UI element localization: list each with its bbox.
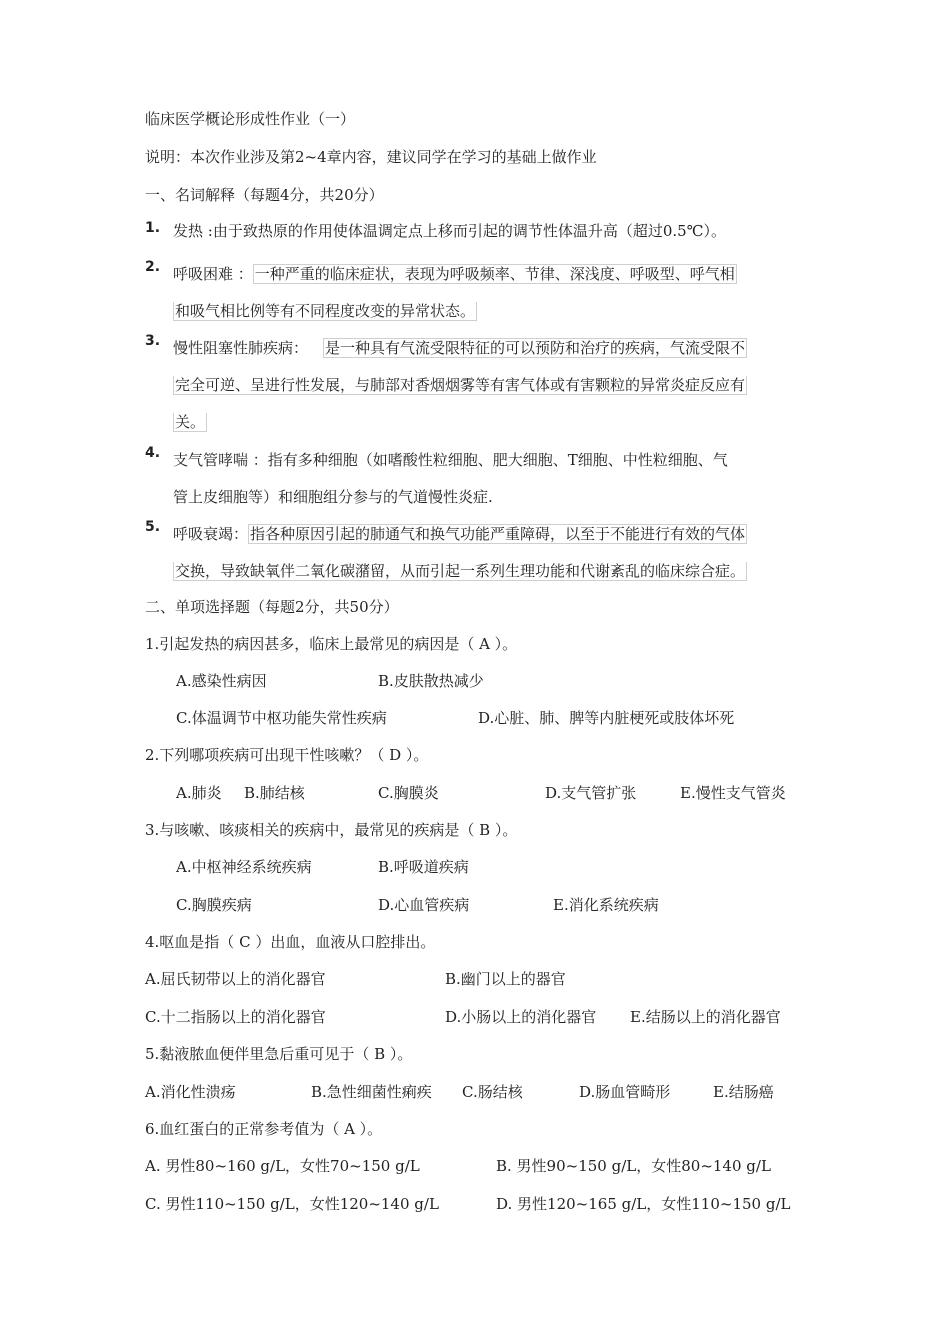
option: B. 男性90~150 g/L，女性80~140 g/L [496, 1157, 771, 1175]
definition-text: 一种严重的临床症状，表现为呼吸频率、节律、深浅度、呼吸型、呼气相 [254, 265, 735, 283]
definition-text: 交换，导致缺氧伴二氧化碳潴留，从而引起一系列生理功能和代谢紊乱的临床综合症。 [175, 562, 746, 580]
page-title: 临床医学概论形成性作业（一） [145, 110, 356, 128]
option: B.急性细菌性痢疾 [311, 1083, 432, 1101]
definition-text: 完全可逆、呈进行性发展，与肺部对香烟烟雾等有害气体或有害颗粒的异常炎症反应有 [175, 376, 746, 394]
option: A.屈氏韧带以上的消化器官 [145, 970, 326, 988]
option: C. 男性110~150 g/L，女性120~140 g/L [145, 1195, 439, 1213]
definition-text: 管上皮细胞等）和细胞组分参与的气道慢性炎症. [173, 488, 493, 506]
option: D.心脏、肺、脾等内脏梗死或肢体坏死 [478, 709, 735, 727]
assignment-note: 说明：本次作业涉及第2~4章内容，建议同学在学习的基础上做作业 [145, 148, 597, 166]
option: C.胸膜疾病 [176, 896, 252, 914]
section-heading-terms: 一、名词解释（每题4分，共20分） [145, 186, 384, 204]
option: C.胸膜炎 [378, 784, 439, 802]
term: 发热 [173, 222, 204, 240]
option: C.肠结核 [462, 1083, 523, 1101]
term: 支气管哮喘 [173, 451, 249, 469]
definition-text: 是一种具有气流受限特征的可以预防和治疗的疾病，气流受限不 [325, 339, 746, 357]
option: A.中枢神经系统疾病 [176, 858, 312, 876]
option: C.体温调节中枢功能失常性疾病 [176, 709, 387, 727]
option: E.慢性支气管炎 [680, 784, 786, 802]
option: B.肺结核 [244, 784, 305, 802]
definition-text: 关。 [175, 413, 206, 431]
option: E.结肠以上的消化器官 [630, 1008, 781, 1026]
option: C.十二指肠以上的消化器官 [145, 1008, 326, 1026]
question-stem: 3.与咳嗽、咳痰相关的疾病中，最常见的疾病是（ B ）。 [145, 821, 518, 839]
question-stem: 6.血红蛋白的正常参考值为（ A ）。 [145, 1120, 383, 1138]
option: A. 男性80~160 g/L，女性70~150 g/L [145, 1157, 420, 1175]
definition-text: 指各种原因引起的肺通气和换气功能严重障碍，以至于不能进行有效的气体 [250, 525, 746, 543]
definition-text: 和吸气相比例等有不同程度改变的异常状态。 [175, 302, 476, 320]
term: 呼吸困难 [173, 265, 234, 283]
question-stem: 4.呕血是指（ C ）出血，血液从口腔排出。 [145, 933, 436, 951]
option: D.支气管扩张 [545, 784, 637, 802]
option: B.呼吸道疾病 [378, 858, 469, 876]
option: A.感染性病因 [176, 672, 267, 690]
option: D.肠血管畸形 [579, 1083, 671, 1101]
term: 呼吸衰竭： [173, 525, 249, 543]
option: A.消化性溃疡 [145, 1083, 236, 1101]
definition-text: 指有多种细胞（如嗜酸性粒细胞、肥大细胞、T细胞、中性粒细胞、气 [267, 451, 728, 469]
term: 慢性阻塞性肺疾病： [173, 339, 309, 357]
option: A.肺炎 [176, 784, 222, 802]
definition-text: 由于致热原的作用使体温调定点上移而引起的调节性体温升高（超过0.5℃）。 [212, 222, 726, 240]
option: B.幽门以上的器官 [445, 970, 566, 988]
document-page: 临床医学概论形成性作业（一） 说明：本次作业涉及第2~4章内容，建议同学在学习的基础上做作业 一、名词解释（每题4分，共20分） 1. 发热 :由于致热原的作用使体温调定点上移而引起的调节性体温升高（超过0.5℃）。 2. 呼吸困难 ： 一种严重的临床症状，表现为呼吸频率、节律、深浅度、呼吸型、呼气相 和吸气相比例等有不同程度改变的异常状态。 3. 慢性阻塞性肺疾病： 是一种具有气流受限特征的可以预防和治疗的疾病，气流受限不 完全可逆、呈进行性发展，与肺部对香烟烟雾等有害气体或有害颗粒的异常炎症反应有 关。 4. 支气管哮喘 ：指有多种细胞（如嗜酸性粒细胞、肥大细胞、T细胞、中性粒细胞、气 管上皮细胞等）和细胞组分参与的气道慢性炎症. 5. 呼吸衰竭： 指各种原因引起的肺通气和换气功能严重障碍，以至于不能进行有效的气体 交换，导致缺氧伴二氧化碳潴留，从而引起一系列生理功能和代谢紊乱的临床综合症。 二、单项选择题（每题2分，共50分） 1.引起发热的病因甚多，临床上最常见的病因是（ A ）。 A.感染性病因 B.皮肤散热减少 C.体温调节中枢功能失常性疾病 D.心脏、肺、脾等内脏梗死或肢体坏死 2.下列哪项疾病可出现干性咳嗽？（ D ）。 A.肺炎 B.肺结核 C.胸膜炎 D.支气管扩张 E.慢性支气管炎 3.与咳嗽、咳痰相关的疾病中，最常见的疾病是（ B ）。 A.中枢神经系统疾病 B.呼吸道疾病 C.胸膜疾病 D.心血管疾病 E.消化系统疾病 4.呕血是指（ C ）出血，血液从口腔排出。 A.屈氏韧带以上的消化器官 B.幽门以上的器官 C.十二指肠以上的消化器官 D.小肠以上的消化器官 E.结肠以上的消化器官 5.黏液脓血便伴里急后重可见于（ B ）。 A.消化性溃疡 B.急性细菌性痢疾 C.肠结核 D.肠血管畸形 E.结肠癌 6.血红蛋白的正常参考值为（ A ）。 A. 男性80~160 g/L，女性70~150 g/L B. 男性90~150 g/L，女性80~140 g/L C. 男性110~150 g/L，女性120~140 g/L D. 男性120~165 g/L，女性110~150 g/L [145, 110, 791, 1213]
option: D.心血管疾病 [378, 896, 470, 914]
option: E.消化系统疾病 [553, 896, 659, 914]
question-stem: 5.黏液脓血便伴里急后重可见于（ B ）。 [145, 1045, 413, 1063]
option: E.结肠癌 [713, 1083, 774, 1101]
question-stem: 1.引起发热的病因甚多，临床上最常见的病因是（ A ）。 [145, 635, 518, 653]
option: D.小肠以上的消化器官 [445, 1008, 597, 1026]
option: B.皮肤散热减少 [378, 672, 484, 690]
option: D. 男性120~165 g/L，女性110~150 g/L [496, 1195, 791, 1213]
question-stem: 2.下列哪项疾病可出现干性咳嗽？（ D ）。 [145, 746, 429, 764]
section-heading-choice: 二、单项选择题（每题2分，共50分） [145, 598, 399, 616]
